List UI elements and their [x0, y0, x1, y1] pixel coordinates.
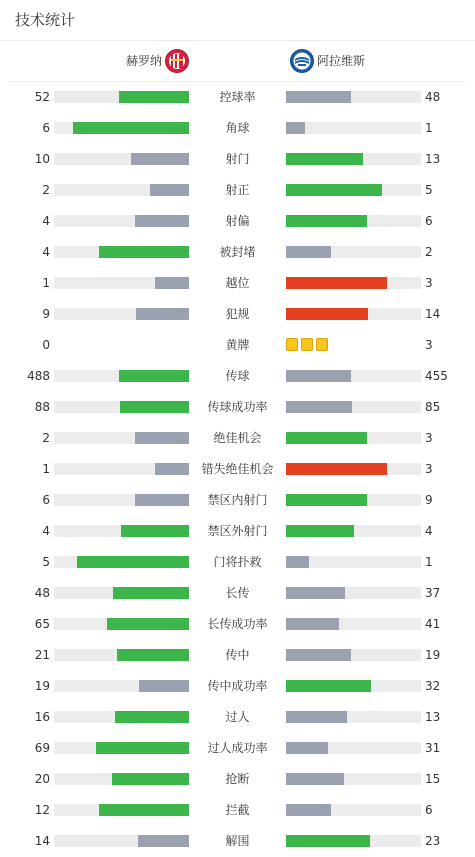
stat-label: 传球成功率: [207, 400, 268, 414]
home-bar-fill: [77, 556, 189, 568]
home-value: 21: [34, 648, 50, 662]
away-bar-track: [286, 432, 421, 444]
away-value: 41: [425, 617, 441, 631]
home-bar-track: [54, 618, 189, 630]
stat-row: [0, 330, 475, 361]
away-bar-fill: [286, 463, 387, 475]
away-bar-fill: [286, 91, 351, 103]
home-value: 48: [34, 586, 50, 600]
away-bar-fill: [286, 680, 371, 692]
away-bar-track: [286, 711, 421, 723]
stat-label: 绝佳机会: [213, 431, 262, 445]
home-value: 2: [42, 431, 50, 445]
away-bar-track: [286, 587, 421, 599]
stat-row: [0, 361, 475, 392]
stat-label: 射正: [225, 183, 250, 197]
home-bar-fill: [121, 525, 189, 537]
stat-row: [0, 516, 475, 547]
yellow-card-icon: [316, 338, 328, 351]
away-team-name: 阿拉维斯: [317, 54, 366, 68]
home-bar-track: [54, 153, 189, 165]
away-value: 31: [425, 741, 441, 755]
home-value: 69: [34, 741, 50, 755]
away-bar-track: [286, 246, 421, 258]
away-bar-fill: [286, 432, 367, 444]
home-value: 65: [34, 617, 50, 631]
home-value: 14: [34, 834, 50, 848]
away-bar-fill: [286, 804, 331, 816]
home-value: 4: [42, 214, 50, 228]
away-bar-track: [286, 370, 421, 382]
away-bar-track: [286, 835, 421, 847]
stat-label: 射门: [225, 152, 250, 166]
away-value: 23: [425, 834, 441, 848]
away-bar-fill: [286, 525, 354, 537]
home-bar-track: [54, 432, 189, 444]
stat-label: 抢断: [225, 772, 250, 786]
home-bar-track: [54, 463, 189, 475]
yellow-card-icon: [301, 338, 313, 351]
away-bar-fill: [286, 153, 363, 165]
stat-row: [0, 609, 475, 640]
yellow-card-icon: [286, 338, 298, 351]
away-value: 85: [425, 400, 441, 414]
away-value: 15: [425, 772, 441, 786]
stat-label: 传中成功率: [207, 679, 268, 693]
home-bar-fill: [135, 215, 189, 227]
home-value: 5: [42, 555, 50, 569]
home-bar-fill: [96, 742, 189, 754]
home-value: 4: [42, 245, 50, 259]
away-value: 6: [425, 214, 433, 228]
home-value: 4: [42, 524, 50, 538]
home-bar-track: [54, 804, 189, 816]
stat-row: [0, 795, 475, 826]
stat-row: [0, 392, 475, 423]
away-bar-fill: [286, 215, 367, 227]
home-bar-track: [54, 184, 189, 196]
home-value: 19: [34, 679, 50, 693]
home-value: 6: [42, 121, 50, 135]
away-bar-fill: [286, 835, 370, 847]
away-cards: [286, 338, 328, 352]
home-bar-track: [54, 401, 189, 413]
away-bar-fill: [286, 556, 309, 568]
home-value: 1: [42, 276, 50, 290]
away-bar-fill: [286, 494, 367, 506]
stat-row: [0, 175, 475, 206]
away-value: 1: [425, 555, 433, 569]
home-bar-track: [54, 773, 189, 785]
stat-row: [0, 237, 475, 268]
away-bar-track: [286, 494, 421, 506]
home-bar-track: [54, 525, 189, 537]
home-bar-track: [54, 556, 189, 568]
home-value: 20: [34, 772, 50, 786]
home-team-name: 赫罗纳: [125, 54, 162, 68]
away-bar-track: [286, 618, 421, 630]
away-value: 6: [425, 803, 433, 817]
away-bar-fill: [286, 773, 344, 785]
stat-row: [0, 547, 475, 578]
stat-row: [0, 144, 475, 175]
away-value: 4: [425, 524, 433, 538]
stat-label: 过人成功率: [207, 741, 268, 755]
away-value: 1: [425, 121, 433, 135]
stat-label: 长传成功率: [207, 617, 268, 631]
home-bar-track: [54, 246, 189, 258]
home-bar-track: [54, 494, 189, 506]
away-bar-track: [286, 91, 421, 103]
stat-label: 解围: [225, 834, 250, 848]
stat-row: [0, 764, 475, 795]
stat-row: [0, 423, 475, 454]
away-bar-track: [286, 649, 421, 661]
home-value: 52: [34, 90, 50, 104]
home-bar-fill: [155, 277, 189, 289]
stat-label: 黄牌: [225, 338, 250, 352]
home-bar-fill: [131, 153, 189, 165]
home-team[interactable]: [126, 49, 189, 73]
home-bar-track: [54, 122, 189, 134]
home-bar-fill: [136, 308, 189, 320]
stat-row: [0, 640, 475, 671]
home-bar-fill: [138, 835, 189, 847]
stat-row: [0, 578, 475, 609]
teams-header: [0, 41, 475, 81]
away-team[interactable]: [290, 49, 365, 73]
away-bar-track: [286, 556, 421, 568]
home-bar-fill: [155, 463, 189, 475]
stat-label: 犯规: [225, 307, 250, 321]
home-bar-track: [54, 91, 189, 103]
away-bar-track: [286, 277, 421, 289]
away-bar-track: [286, 463, 421, 475]
home-bar-track: [54, 835, 189, 847]
home-bar-fill: [112, 773, 189, 785]
stat-row: [0, 826, 475, 857]
home-bar-track: [54, 711, 189, 723]
stat-row: [0, 671, 475, 702]
away-value: 3: [425, 431, 433, 445]
away-bar-track: [286, 184, 421, 196]
away-bar-track: [286, 773, 421, 785]
away-bar-fill: [286, 587, 345, 599]
stat-row: [0, 702, 475, 733]
away-bar-track: [286, 215, 421, 227]
away-bar-fill: [286, 370, 351, 382]
home-value: 10: [34, 152, 50, 166]
alaves-crest-icon: [290, 49, 314, 73]
home-bar-fill: [135, 494, 189, 506]
home-value: 488: [27, 369, 50, 383]
home-value: 1: [42, 462, 50, 476]
away-bar-fill: [286, 246, 331, 258]
stat-label: 拦截: [225, 803, 250, 817]
away-value: 3: [425, 462, 433, 476]
stat-row: [0, 733, 475, 764]
stat-label: 禁区内射门: [207, 493, 268, 507]
home-bar-fill: [139, 680, 189, 692]
away-bar-track: [286, 680, 421, 692]
away-value: 5: [425, 183, 433, 197]
home-value: 0: [42, 338, 50, 352]
away-bar-fill: [286, 742, 328, 754]
home-bar-track: [54, 277, 189, 289]
away-value: 3: [425, 276, 433, 290]
away-bar-track: [286, 401, 421, 413]
home-bar-track: [54, 680, 189, 692]
away-bar-track: [286, 122, 421, 134]
page-title: 技术统计: [15, 11, 76, 29]
home-bar-fill: [113, 587, 189, 599]
away-bar-track: [286, 804, 421, 816]
away-bar-track: [286, 153, 421, 165]
away-value: 3: [425, 338, 433, 352]
stat-label: 禁区外射门: [207, 524, 268, 538]
stat-label: 长传: [225, 586, 250, 600]
away-value: 2: [425, 245, 433, 259]
stat-row: [0, 485, 475, 516]
stat-row: [0, 206, 475, 237]
away-bar-track: [286, 742, 421, 754]
away-bar-fill: [286, 618, 339, 630]
away-bar-fill: [286, 649, 351, 661]
home-value: 6: [42, 493, 50, 507]
away-bar-track: [286, 525, 421, 537]
away-bar-fill: [286, 184, 382, 196]
home-bar-fill: [115, 711, 189, 723]
stat-label: 射偏: [225, 214, 250, 228]
stat-label: 控球率: [219, 90, 256, 104]
home-bar-track: [54, 308, 189, 320]
away-value: 455: [425, 369, 448, 383]
home-bar-track: [54, 587, 189, 599]
away-bar-fill: [286, 711, 347, 723]
home-bar-fill: [120, 401, 189, 413]
away-value: 32: [425, 679, 441, 693]
stat-label: 角球: [225, 121, 250, 135]
home-value: 88: [34, 400, 50, 414]
home-bar-fill: [107, 618, 189, 630]
stat-label: 被封堵: [219, 245, 256, 259]
stat-label: 越位: [225, 276, 250, 290]
home-bar-track: [54, 649, 189, 661]
away-bar-fill: [286, 308, 368, 320]
home-bar-fill: [150, 184, 189, 196]
away-bar-fill: [286, 122, 305, 134]
home-bar-track: [54, 370, 189, 382]
home-value: 16: [34, 710, 50, 724]
away-value: 19: [425, 648, 441, 662]
stat-row: [0, 82, 475, 113]
home-bar-fill: [73, 122, 189, 134]
home-bar-fill: [99, 246, 189, 258]
stat-row: [0, 113, 475, 144]
stat-label: 传球: [225, 369, 250, 383]
stat-label: 门将扑救: [213, 555, 262, 569]
stat-label: 传中: [225, 648, 250, 662]
girona-crest-icon: [165, 49, 189, 73]
stat-row: [0, 268, 475, 299]
home-value: 2: [42, 183, 50, 197]
away-bar-fill: [286, 277, 387, 289]
home-bar-track: [54, 215, 189, 227]
away-value: 13: [425, 152, 441, 166]
away-bar-track: [286, 308, 421, 320]
home-value: 9: [42, 307, 50, 321]
away-value: 37: [425, 586, 441, 600]
home-value: 12: [34, 803, 50, 817]
home-bar-fill: [135, 432, 189, 444]
home-bar-fill: [117, 649, 189, 661]
away-value: 9: [425, 493, 433, 507]
stat-label: 错失绝佳机会: [201, 462, 274, 476]
home-bar-fill: [119, 370, 189, 382]
stat-row: [0, 454, 475, 485]
away-bar-fill: [286, 401, 352, 413]
stat-label: 过人: [225, 710, 250, 724]
home-bar-track: [54, 742, 189, 754]
home-bar-fill: [119, 91, 189, 103]
stats-list: [0, 82, 475, 857]
away-value: 14: [425, 307, 441, 321]
home-bar-fill: [99, 804, 189, 816]
away-value: 48: [425, 90, 441, 104]
away-value: 13: [425, 710, 441, 724]
stat-row: [0, 299, 475, 330]
